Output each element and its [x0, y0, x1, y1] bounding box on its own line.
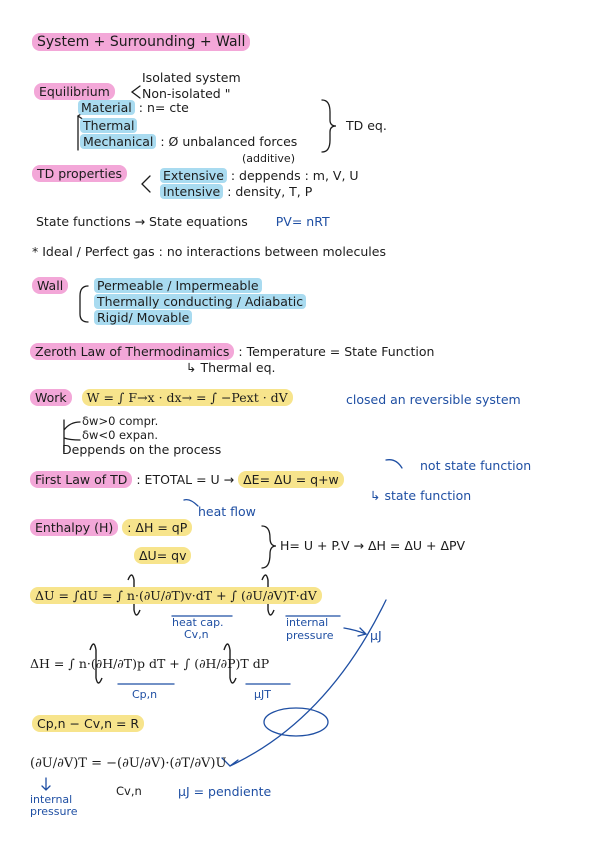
thermally-line: Thermally conducting / Adiabatic	[94, 294, 306, 309]
title-line	[32, 34, 250, 50]
extensive-line	[160, 168, 359, 183]
non-isolated: Non-isolated "	[142, 86, 231, 101]
du-equation-line	[30, 588, 322, 603]
mechanical-line	[80, 134, 297, 149]
internal-pressure: internal pressure	[286, 616, 334, 642]
tdprop-label: TD properties	[32, 166, 127, 181]
not-state-function: not state function	[420, 458, 532, 473]
state-functions: State functions → State equations	[36, 214, 248, 229]
cv-n: Cv,n	[184, 628, 209, 641]
td-eq-brace	[322, 100, 336, 152]
thermal-label: Thermal	[80, 118, 137, 133]
first-law-label: First Law of TD	[30, 471, 132, 488]
delta-e: ΔE= ΔU = q+w	[238, 471, 344, 488]
first-law-line	[30, 472, 344, 487]
ideal-gas-law: PV= nRT	[275, 214, 330, 229]
material-line	[78, 100, 189, 115]
mechanical-rest: : Ø unbalanced forces	[160, 134, 298, 149]
ideal-gas-line: * Ideal / Perfect gas : no interactions between molecules	[32, 244, 386, 259]
heat-flow-arrow	[184, 500, 198, 506]
wall-bracket	[80, 286, 88, 322]
equilibrium-branch-arrow	[132, 86, 140, 98]
intensive-rest: : density, T, P	[227, 184, 313, 199]
intensive-line	[160, 184, 312, 199]
mechanical-label: Mechanical	[80, 134, 156, 149]
not-state-arrow	[386, 460, 402, 468]
depends-process: Deppends on the process	[62, 442, 222, 457]
internal-pressure-down-arrow	[42, 778, 50, 790]
mu-j-pendiente: μJ = pendiente	[178, 784, 272, 799]
td-eq: TD eq.	[346, 118, 387, 133]
internal-pressure-2: internal pressure	[30, 793, 78, 818]
etotal: : ETOTAL = U →	[136, 472, 235, 487]
isolated-system: Isolated system	[142, 70, 241, 85]
cp-n: Cp,n	[132, 688, 158, 701]
cv-n-2: Cv,n	[116, 784, 142, 798]
thermal-eq: ↳ Thermal eq.	[186, 360, 276, 375]
work-line	[30, 390, 293, 405]
tdprop-branch	[142, 176, 150, 192]
material-label: Material	[78, 100, 135, 115]
mu-jt: μJT	[254, 688, 271, 701]
state-functions-line	[36, 214, 330, 229]
thermal-line	[80, 118, 137, 133]
zeroth-law-line	[30, 344, 434, 359]
cp-cv-line: Cp,n − Cv,n = R	[32, 716, 144, 731]
enthalpy-brace	[262, 526, 276, 568]
closed-reversible: closed an reversible system	[346, 392, 521, 407]
loop-ellipse	[264, 708, 328, 736]
intensive-label: Intensive	[160, 184, 223, 199]
zeroth-law-label: Zeroth Law of Thermodinamics	[30, 343, 234, 360]
dw-negative: δw<0 expan.	[82, 428, 159, 442]
additive-note: (additive)	[242, 152, 295, 165]
system-surrounding-wall: System + Surrounding + Wall	[32, 33, 250, 51]
h-definition: H= U + P.V → ΔH = ΔU + ΔPV	[280, 538, 466, 553]
enthalpy-line	[30, 520, 192, 535]
enthalpy-label: Enthalpy (H)	[30, 519, 118, 536]
equilibrium-label: Equilibrium	[34, 84, 115, 99]
zeroth-law-rest: : Temperature = State Function	[238, 344, 435, 359]
dw-positive: δw>0 compr.	[82, 414, 159, 428]
rigid-line: Rigid/ Movable	[94, 310, 192, 325]
extensive-rest: : deppends : m, V, U	[230, 168, 359, 183]
permeable-line: Permeable / Impermeable	[94, 278, 262, 293]
mu-j: μJ	[370, 628, 382, 643]
material-rest: : n= cte	[138, 100, 189, 115]
heat-cap: heat cap.	[172, 616, 224, 629]
heat-flow: heat flow	[198, 504, 256, 519]
du-equation: ΔU = ∫dU = ∫ n·(∂U/∂T)v·dT + ∫ (∂U/∂V)T·dV	[30, 587, 322, 604]
du-qv-line: ΔU= qv	[134, 548, 191, 563]
extensive-label: Extensive	[160, 168, 227, 183]
wall-label: Wall	[32, 278, 68, 293]
work-equation: W = ∫ F→x · dx→ = ∫ −Pext · dV	[82, 389, 293, 406]
dh-equation: ΔH = ∫ n·(∂H/∂T)p dT + ∫ (∂H/∂P)T dP	[30, 656, 270, 671]
dh-qp: : ΔH = qP	[122, 519, 192, 536]
relation-equation: (∂U/∂V)T = −(∂U/∂V)·(∂T/∂V)U	[30, 756, 227, 771]
state-function-note: ↳ state function	[370, 488, 472, 503]
work-label: Work	[30, 389, 72, 406]
